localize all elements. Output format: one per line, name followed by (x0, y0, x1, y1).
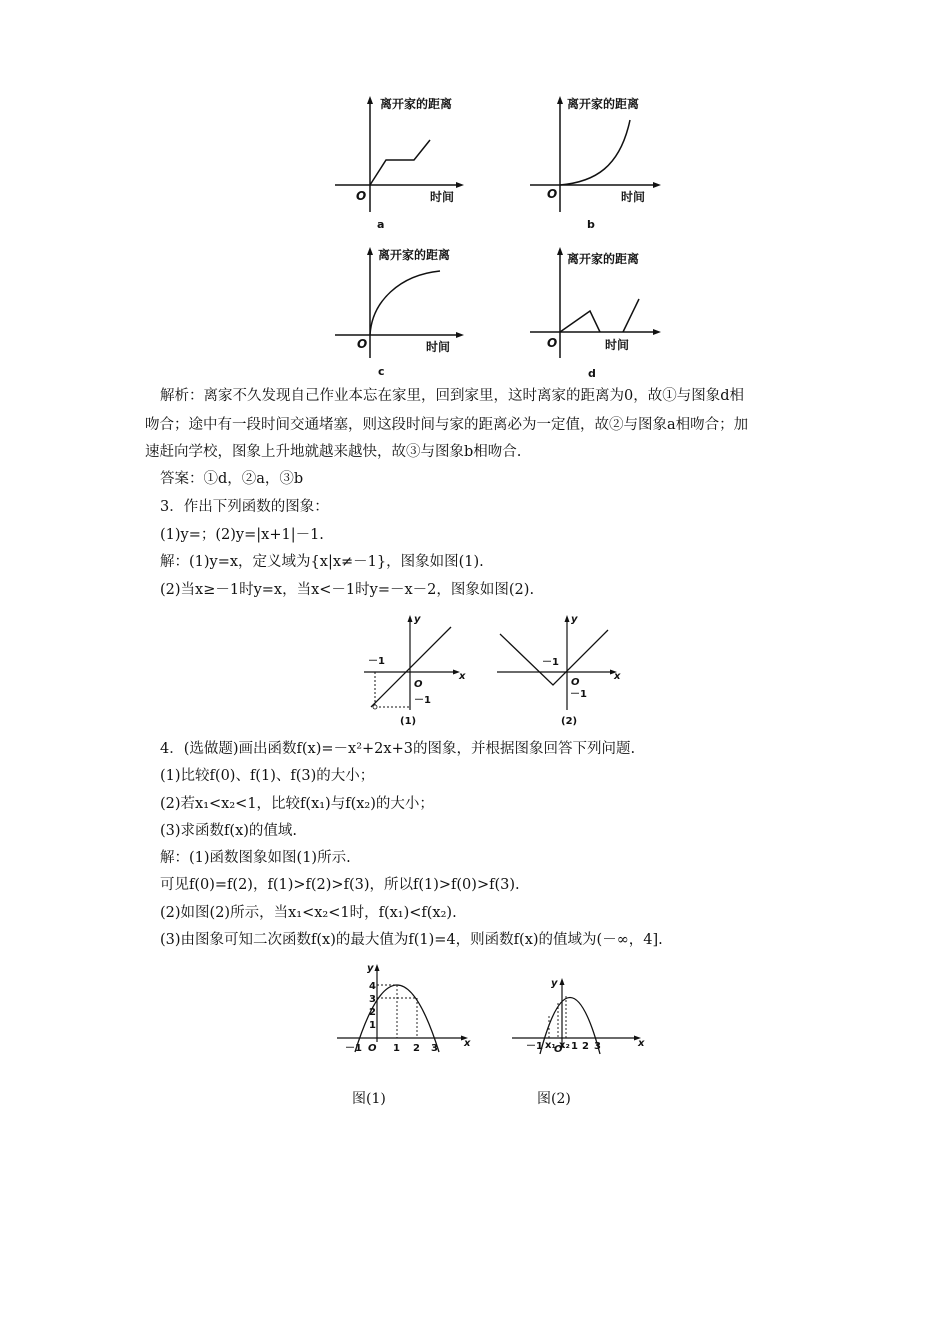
q4-part-2: (2)若x₁<x₂<1，比较f(x₁)与f(x₂)的大小； (160, 796, 434, 812)
q4-fig2-x-label: x (638, 1038, 645, 1049)
q4-fig1-y-label: y (367, 963, 374, 974)
q4-fig2-origin: O (554, 1044, 563, 1055)
graph-b (525, 92, 665, 237)
analysis-line-1: 解析：离家不久发现自己作业本忘在家里，回到家里，这时离家的距离为0，故①与图象d相 (160, 388, 745, 404)
graph-c-x-label: 时间 (426, 340, 451, 354)
graph-d-caption: d (588, 367, 596, 380)
graph-a (330, 92, 470, 237)
q3-solution-1: 解：(1)y=x，定义域为{x|x≠－1}，图象如图(1). (160, 554, 484, 570)
q3-fig1-neg1-y: －1 (414, 695, 431, 706)
q3-fig1-neg1-x: －1 (368, 656, 385, 667)
q3-solution-2: (2)当x≥－1时y=x，当x<－1时y=－x－2，图象如图(2). (160, 582, 535, 598)
q4-fig2-tick-x-neg1: －1 (526, 1041, 543, 1052)
graph-d-origin: O (547, 336, 558, 350)
q4-figure-1 (335, 962, 475, 1054)
q3-fig1-caption: (1) (400, 716, 417, 727)
graph-b-origin: O (547, 187, 558, 201)
graph-d-y-label: 离开家的距离 (567, 252, 640, 266)
graph-d (525, 243, 665, 383)
q4-fig2-y-label: y (551, 978, 558, 989)
graph-a-origin: O (356, 189, 367, 203)
q4-fig1-tick-x-neg1: －1 (345, 1043, 362, 1054)
q4-fig2-x1: x₁ (545, 1040, 556, 1051)
q3-title: 3．作出下列函数的图象： (160, 499, 329, 515)
graph-c-y-label: 离开家的距离 (378, 248, 451, 262)
q4-fig1-tick-y4: 4 (369, 981, 376, 992)
q3-fig2-neg1-y: －1 (570, 689, 587, 700)
q4-fig1-tick-x3: 3 (431, 1043, 438, 1054)
graph-b-y-label: 离开家的距离 (567, 97, 640, 111)
analysis-line-3: 速赶向学校，图象上升地就越来越快，故③与图象b相吻合. (145, 444, 522, 460)
q3-fig2-origin: O (571, 677, 580, 688)
q3-fig2-y-label: y (571, 614, 578, 625)
q4-figure-1-caption: 图(1) (352, 1091, 386, 1107)
graph-b-x-label: 时间 (621, 190, 646, 204)
q3-fig2-x-label: x (614, 671, 621, 682)
q4-part-3: (3)求函数f(x)的值域. (160, 823, 298, 839)
q4-fig2-tick-x1: 1 (571, 1041, 578, 1052)
q3-figure-2 (492, 612, 627, 730)
q4-figure-2 (510, 976, 650, 1056)
q4-solution-4: (3)由图象可知二次函数f(x)的最大值为f(1)=4，则函数f(x)的值域为(－∞，4]. (160, 932, 663, 948)
graph-b-caption: b (587, 218, 595, 231)
q4-fig1-tick-y2: 2 (369, 1007, 376, 1018)
q3-fig1-x-label: x (459, 671, 466, 682)
q4-fig1-tick-y1: 1 (369, 1020, 376, 1031)
q3-figure-1 (362, 612, 472, 730)
q4-fig2-x2: x₂ (559, 1040, 570, 1051)
q4-figure-2-caption: 图(2) (537, 1091, 571, 1107)
graph-a-y-label: 离开家的距离 (380, 97, 453, 111)
q4-fig1-origin: O (368, 1043, 377, 1054)
q4-title: 4．(选做题)画出函数f(x)=－x²+2x+3的图象，并根据图象回答下列问题. (160, 741, 636, 757)
answer-line: 答案：①d，②a，③b (160, 471, 304, 487)
q3-fig1-y-label: y (414, 614, 421, 625)
q4-solution-1: 解：(1)函数图象如图(1)所示. (160, 850, 351, 866)
q4-fig2-tick-x3: 3 (594, 1041, 601, 1052)
graph-c (330, 243, 470, 383)
q4-solution-2: 可见f(0)=f(2)，f(1)>f(2)>f(3)，所以f(1)>f(0)>f(3). (160, 877, 520, 893)
q3-fig1-origin: O (414, 679, 423, 690)
graph-c-origin: O (357, 337, 368, 351)
q4-part-1: (1)比较f(0)、f(1)、f(3)的大小； (160, 768, 375, 784)
graph-d-x-label: 时间 (605, 338, 630, 352)
q3-fig2-caption: (2) (561, 716, 578, 727)
q4-fig1-tick-x1: 1 (393, 1043, 400, 1054)
q4-solution-3: (2)如图(2)所示，当x₁<x₂<1时，f(x₁)<f(x₂). (160, 905, 457, 921)
graph-a-caption: a (377, 218, 385, 231)
q4-fig2-tick-x2: 2 (582, 1041, 589, 1052)
q4-fig1-tick-y3: 3 (369, 994, 376, 1005)
q3-parts: (1)y=；(2)y=|x+1|－1. (160, 527, 324, 543)
q3-fig2-neg1-x: －1 (542, 657, 559, 668)
graph-c-caption: c (378, 365, 385, 378)
q4-fig1-x-label: x (464, 1038, 471, 1049)
q4-fig1-tick-x2: 2 (413, 1043, 420, 1054)
analysis-line-2: 吻合；途中有一段时间交通堵塞，则这段时间与家的距离必为一定值，故②与图象a相吻合；加 (145, 417, 749, 433)
graph-a-x-label: 时间 (430, 190, 455, 204)
